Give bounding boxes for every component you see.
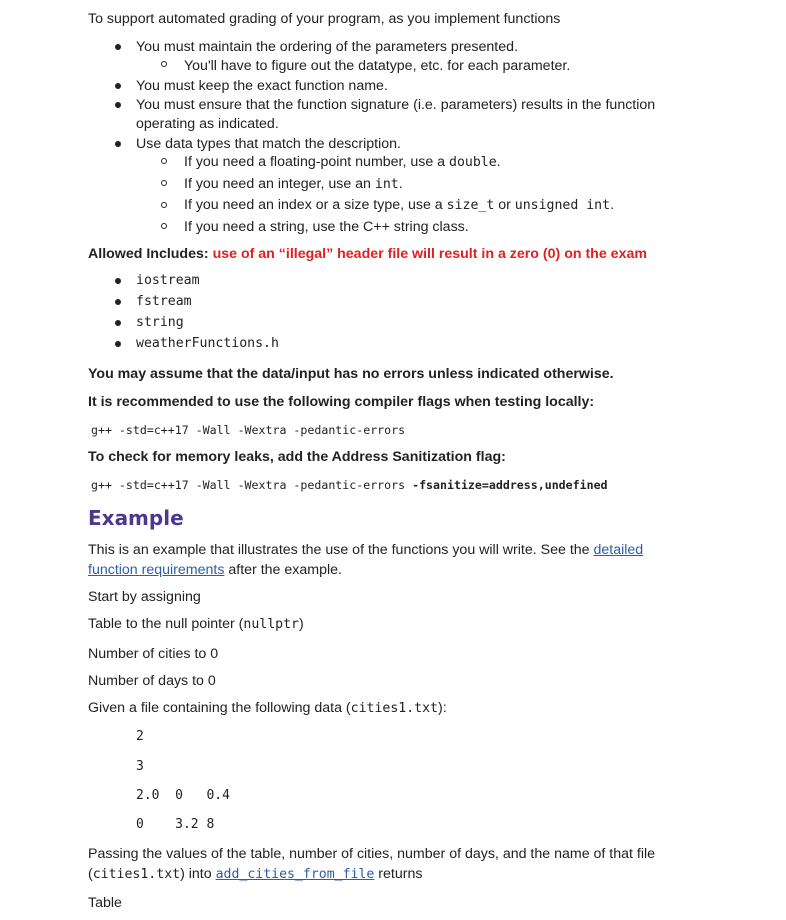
bullet xyxy=(115,341,121,347)
recommend-text: It is recommended to use the following compiler flags when testing locally: xyxy=(88,394,595,410)
type-size: If you need an index or a size type, use a size_t or unsigned int. xyxy=(184,197,615,213)
rule-signature-cont: operating as indicated. xyxy=(136,116,279,132)
data-line: 2 xyxy=(136,729,144,744)
intro-text: To support automated grading of your program, as you implement functions xyxy=(88,11,561,27)
data-line: 2.0 0 0.4 xyxy=(136,788,230,803)
bullet xyxy=(115,141,121,147)
rule-signature: You must ensure that the function signature (i.e. parameters) results in the function xyxy=(136,97,656,113)
type-string: If you need a string, use the C++ string class. xyxy=(184,219,469,235)
rule-name: You must keep the exact function name. xyxy=(136,78,388,94)
allowed-includes: Allowed Includes: use of an “illegal” header file will result in a zero (0) on the exam xyxy=(88,246,647,262)
type-double: If you need a floating-point number, use a double. xyxy=(184,154,501,170)
table-text: Table xyxy=(88,895,122,911)
type-int: If you need an integer, use an int. xyxy=(184,176,403,192)
given-text: Given a file containing the following data (cities1.txt): xyxy=(88,700,447,716)
include-item: string xyxy=(136,315,184,330)
example-intro-cont: function requirements after the example. xyxy=(88,562,342,578)
sub-bullet xyxy=(161,202,167,208)
rule-order-sub: You'll have to figure out the datatype, etc. for each parameter. xyxy=(184,58,571,74)
bullet xyxy=(115,278,121,284)
bullet xyxy=(115,299,121,305)
rule-order: You must maintain the ordering of the parameters presented. xyxy=(136,39,518,55)
detailed-link[interactable]: detailed xyxy=(593,542,644,558)
function-requirements-link[interactable]: function requirements xyxy=(88,562,225,578)
start-text: Start by assigning xyxy=(88,589,201,605)
passing-text: Passing the values of the table, number of cities, number of days, and the name of that file xyxy=(88,846,656,862)
add-cities-from-file-link[interactable]: add_cities_from_file xyxy=(215,867,375,882)
compile-command: g++ -std=c++17 -Wall -Wextra -pedantic-errors xyxy=(91,423,406,437)
passing-text-cont: (cities1.txt) into add_cities_from_file returns xyxy=(88,866,423,882)
data-line: 3 xyxy=(136,759,144,774)
example-heading: Example xyxy=(88,506,184,530)
include-item: weatherFunctions.h xyxy=(136,336,279,351)
sub-bullet xyxy=(161,61,167,67)
cities-text: Number of cities to 0 xyxy=(88,646,219,662)
example-intro: This is an example that illustrates the use of the functions you will write. See the detailed xyxy=(88,542,644,558)
bullet xyxy=(115,102,121,108)
sanitize-command: g++ -std=c++17 -Wall -Wextra -pedantic-errors -fsanitize=address,undefined xyxy=(91,478,608,492)
sub-bullet xyxy=(161,223,167,229)
data-line: 0 3.2 8 xyxy=(136,817,215,832)
include-item: fstream xyxy=(136,294,192,309)
memleak-text: To check for memory leaks, add the Address Sanitization flag: xyxy=(88,449,506,465)
bullet xyxy=(115,44,121,50)
sub-bullet xyxy=(161,180,167,186)
days-text: Number of days to 0 xyxy=(88,673,216,689)
include-item: iostream xyxy=(136,273,200,288)
assume-text: You may assume that the data/input has no errors unless indicated otherwise. xyxy=(88,366,614,382)
bullet xyxy=(115,83,121,89)
bullet xyxy=(115,320,121,326)
table-null-text: Table to the null pointer (nullptr) xyxy=(88,616,304,632)
rule-types: Use data types that match the description. xyxy=(136,136,401,152)
sub-bullet xyxy=(161,158,167,164)
